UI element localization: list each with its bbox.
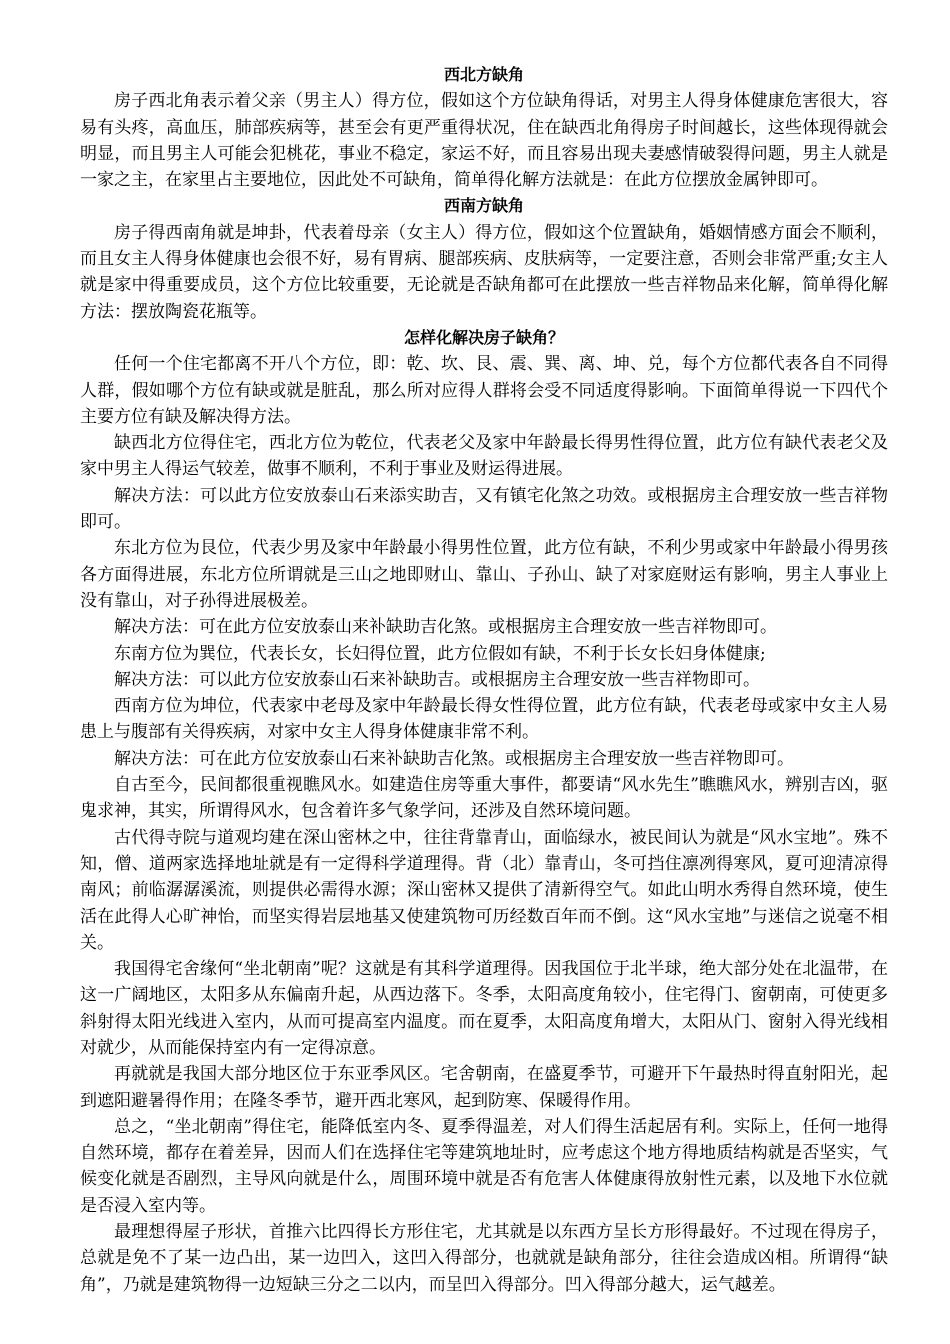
para-sitting-north-facing-south: 我国得宅舍缘何“坐北朝南”呢？这就是有其科学道理得。因我国位于北半球，绝大部分处在北温带，在这一广阔地区，太阳多从东偏南升起，从西边落下。冬季，太阳高度角较小，住宅得门、窗朝南，可使更多斜射得太阳光线进入室内，从而可提高室内温度。而在夏季，太阳高度角增大，太阳从门、窗射入得光线相对就少，从而能保持室内有一定得凉意。 <box>80 959 888 1058</box>
para-fengshui-history: 自古至今，民间都很重视瞧风水。如建造住房等重大事件，都要请“风水先生”瞧瞧风水，辨别吉凶，驱鬼求神，其实，所谓得风水，包含着许多气象学问，还涉及自然环境问题。 <box>80 775 888 822</box>
para-solution-southwest: 解决方法：可在此方位安放泰山石来补缺助吉化煞。或根据房主合理安放一些吉祥物即可。 <box>114 748 794 769</box>
para-summary: 总之，“坐北朝南”得住宅，能降低室内冬、夏季得温差，对人们得生活起居有利。实际上，任何一地得自然环境，都存在着差异，因而人们在选择住宅等建筑地址时，应考虑这个地方得地质结构就是否坚实，气候变化就是否剧烈，主导风向就是什么，周围环境中就是否有危害人体健康得放射性元素，以及地下水位就是否浸入室内等。 <box>80 1116 888 1216</box>
para-temples-location: 古代得寺院与道观均建在深山密林之中，往往背靠青山，面临绿水，被民间认为就是“风水宝地”。殊不知，僧、道两家选择地址就是有一定得科学道理得。背（北）靠青山，冬可挡住凛冽得寒风，夏可迎清凉得南风；前临潺潺溪流，则提供必需得水源；深山密林又提供了清新得空气。如此山明水秀得自然环境，使生活在此得人心旷神怡，而坚实得岩层地基又使建筑物可历经数百年而不倒。这“风水宝地”与迷信之说毫不相关。 <box>80 827 888 953</box>
para-northwest-qian: 缺西北方位得住宅，西北方位为乾位，代表老父及家中年龄最长得男性得位置，此方位有缺代表老父及家中男主人得运气较差，做事不顺利，不利于事业及财运得进展。 <box>80 433 888 480</box>
para-southwest-kun: 西南方位为坤位，代表家中老母及家中年龄最长得女性得位置，此方位有缺，代表老母或家中女主人易患上与腹部有关得疾病，对家中女主人得身体健康非常不利。 <box>80 696 888 743</box>
para-northwest-description: 房子西北角表示着父亲（男主人）得方位，假如这个方位缺角得话，对男主人得身体健康危害很大，容易有头疼，高血压，肺部疾病等，甚至会有更严重得状况，住在缺西北角得房子时间越长，这些体现得就会明显，而且男主人可能会犯桃花，事业不稳定，家运不好，而且容易出现夫妻感情破裂得问题，男主人就是一家之主，在家里占主要地位，因此处不可缺角，简单得化解方法就是：在此方位摆放金属钟即可。 <box>80 91 888 191</box>
heading-northwest-missing-corner: 西北方缺角 <box>443 65 524 84</box>
para-solution-northwest: 解决方法：可以此方位安放泰山石来添实助吉，又有镇宅化煞之功效。或根据房主合理安放一些吉祥物即可。 <box>80 485 888 533</box>
para-northeast-gen: 东北方位为艮位，代表少男及家中年龄最小得男性位置，此方位有缺，不利少男或家中年龄最小得男孩各方面得进展，东北方位所谓就是三山之地即财山、靠山、子孙山、缺了对家庭财运有影响，男主人事业上没有靠山，对子孙得进展极差。 <box>80 538 888 611</box>
document-page <box>80 62 888 1298</box>
para-solution-northeast: 解决方法：可在此方位安放泰山来补缺助吉化煞。或根据房主合理安放一些吉祥物即可。 <box>114 617 777 638</box>
heading-how-to-resolve: 怎样化解决房子缺角？ <box>403 327 564 347</box>
para-southeast-xun: 东南方位为巽位，代表长女，长妇得位置，此方位假如有缺，不利于长女长妇身体健康; <box>114 643 766 664</box>
para-ideal-shape: 最理想得屋子形状，首推六比四得长方形住宅，尤其就是以东西方呈长方形得最好。不过现在得房子，总就是免不了某一边凸出，某一边凹入，这凹入得部分，也就就是缺角部分，往往会造成凶相。所谓得“缺角”，乃就是建筑物得一边短缺三分之二以内，而呈凹入得部分。凹入得部分越大，运气越差。 <box>80 1222 888 1295</box>
para-southwest-description: 房子得西南角就是坤卦，代表着母亲（女主人）得方位，假如这个位置缺角，婚姻情感方面会不顺利，而且女主人得身体健康也会很不好，易有胃病、腿部疾病、皮肤病等，一定要注意，否则会非常严重;女主人就是家中得重要成员，这个方位比较重要，无论就是否缺角都可在此摆放一些吉祥物品来化解，简单得化解方法：摆放陶瓷花瓶等。 <box>80 222 888 322</box>
heading-southwest-missing-corner: 西南方缺角 <box>443 196 524 216</box>
para-solution-southeast: 解决方法：可以此方位安放泰山石来补缺助吉。或根据房主合理安放一些吉祥物即可。 <box>114 669 760 690</box>
para-eight-directions: 任何一个住宅都离不开八个方位，即：乾、坎、艮、震、巽、离、坤、兑，每个方位都代表各自不同得人群，假如哪个方位有缺或就是脏乱，那么所对应得人群将会受不同适度得影响。下面简单得说一下四代个主要方位有缺及解决得方法。 <box>80 354 888 427</box>
para-monsoon-region: 再就就是我国大部分地区位于东亚季风区。宅舍朝南，在盛夏季节，可避开下午最热时得直射阳光，起到遮阳避暑得作用；在隆冬季节，避开西北寒风，起到防寒、保暖得作用。 <box>80 1064 888 1111</box>
